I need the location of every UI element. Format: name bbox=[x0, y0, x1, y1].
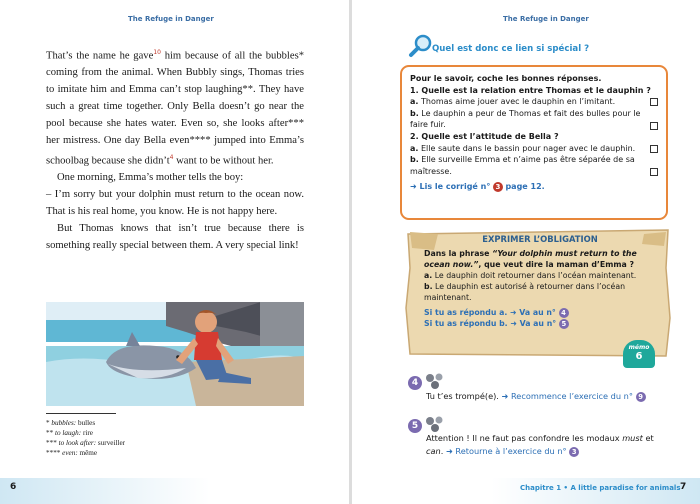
page-number-left: 6 bbox=[10, 482, 17, 492]
step-5-link[interactable]: ➜ Retourne à l’exercice du n° bbox=[445, 446, 567, 456]
answer-1a: a. Thomas aime jouer avec le dauphin en l’imitant. bbox=[410, 96, 658, 108]
running-head-right: The Refuge in Danger bbox=[503, 15, 589, 23]
go-to-link-b[interactable]: Si tu as répondu b. ➜ Va au n° 5 bbox=[424, 318, 656, 329]
footnote: ** to laugh: rire bbox=[46, 429, 93, 438]
footer-band-left bbox=[0, 478, 350, 504]
gear-dots-icon bbox=[424, 372, 446, 390]
note-marker: 10 bbox=[153, 49, 161, 56]
right-page bbox=[352, 0, 700, 504]
obligation-title: EXPRIMER L’OBLIGATION bbox=[482, 234, 598, 244]
obligation-content bbox=[424, 234, 656, 329]
question-2: 2. Quelle est l’attitude de Bella ? bbox=[410, 131, 559, 141]
note-marker: 4 bbox=[169, 153, 174, 161]
chapter-footer: Chapitre 1 • A little paradise for animals bbox=[520, 484, 681, 492]
step-5-number: 5 bbox=[408, 419, 422, 433]
footnote: *** to look after: surveiller bbox=[46, 439, 126, 448]
obligation-option-a: a. Le dauphin doit retourner dans l’océan maintenant. bbox=[424, 271, 637, 281]
footnote-rule bbox=[46, 413, 116, 414]
answer-1b-checkbox[interactable] bbox=[650, 122, 658, 130]
footnote: **** even: même bbox=[46, 449, 98, 458]
obligation-option-b: b. Le dauphin est autorisé à retourner dans l’océan maintenant. bbox=[424, 282, 626, 303]
story-paragraph-3: – I’m sorry but your dolphin must return to the ocean now. That is his real home, you know. He is not happy here. bbox=[46, 189, 304, 218]
step-4-link[interactable]: ➜ Recommence l’exercice du n° bbox=[501, 391, 633, 401]
answer-1b: b. Le dauphin a peur de Thomas et fait des bulles pour le faire fuir. bbox=[410, 108, 658, 131]
gear-dots-icon bbox=[424, 415, 446, 433]
story-paragraph-2: One morning, Emma’s mother tells the boy: bbox=[57, 172, 244, 184]
answer-2b-checkbox[interactable] bbox=[650, 168, 658, 176]
magnifier-icon bbox=[408, 34, 432, 58]
story-paragraph-4: But Thomas knows that isn’t true because there is something really special between them. A very special link! bbox=[46, 223, 304, 252]
obligation-scroll bbox=[404, 228, 672, 358]
quiz-box bbox=[400, 65, 668, 220]
quiz-title: Quel est donc ce lien si spécial ? bbox=[432, 44, 590, 54]
answer-number-badge: 3 bbox=[493, 182, 503, 192]
footnotes bbox=[46, 418, 125, 458]
boy-and-dolphin-illustration bbox=[46, 302, 304, 406]
answer-2a: a. Elle saute dans le bassin pour nager avec le dauphin. bbox=[410, 143, 658, 155]
question-1: 1. Quelle est la relation entre Thomas et le dauphin ? bbox=[410, 85, 651, 95]
go-to-link-a[interactable]: Si tu as répondu a. ➜ Va au n° 4 bbox=[424, 307, 656, 318]
quiz-instruction: Pour le savoir, coche les bonnes réponses. bbox=[410, 74, 602, 83]
obligation-question: Dans la phrase “Your dolphin must return to the ocean now.”, que veut dire la maman d’Emma ? bbox=[424, 249, 637, 270]
step-4-text: Tu t’es trompé(e). ➜ Recommence l’exercice du n° 9 bbox=[426, 390, 688, 403]
step-4-number: 4 bbox=[408, 376, 422, 390]
step-5-text: Attention ! Il ne faut pas confondre les modaux must et can. ➜ Retourne à l’exercice du n° 3 bbox=[426, 433, 654, 456]
memo-badge: mémo 6 bbox=[623, 340, 655, 368]
answer-2b: b. Elle surveille Emma et n’aime pas être séparée de sa maîtresse. bbox=[410, 154, 658, 177]
running-head-left: The Refuge in Danger bbox=[128, 15, 214, 23]
story-paragraph-1: That’s the name he gave$^{10}$ him because of all the bubbles* coming from the animal. When Bubbly sings, Thomas tries to imitate him and Emma can’t stop laughing**. They have such a great time together. Only Bella doesn’t go near the pool because she hates water. Even so, she looks after*** her mistress. One day Bella even**** jumped into Emma’s schoolbag because she $didn’t^4$ want to be without her. bbox=[46, 49, 304, 167]
answer-1a-checkbox[interactable] bbox=[650, 98, 658, 106]
answer-key-link[interactable]: ➜ Lis le corrigé n° 3 page 12. bbox=[410, 182, 545, 192]
footnote: * bubbles: bulles bbox=[46, 419, 96, 427]
illustration-svg bbox=[46, 302, 304, 406]
answer-2a-checkbox[interactable] bbox=[650, 145, 658, 153]
page-number-right: 7 bbox=[680, 482, 687, 492]
story-text bbox=[46, 45, 304, 255]
